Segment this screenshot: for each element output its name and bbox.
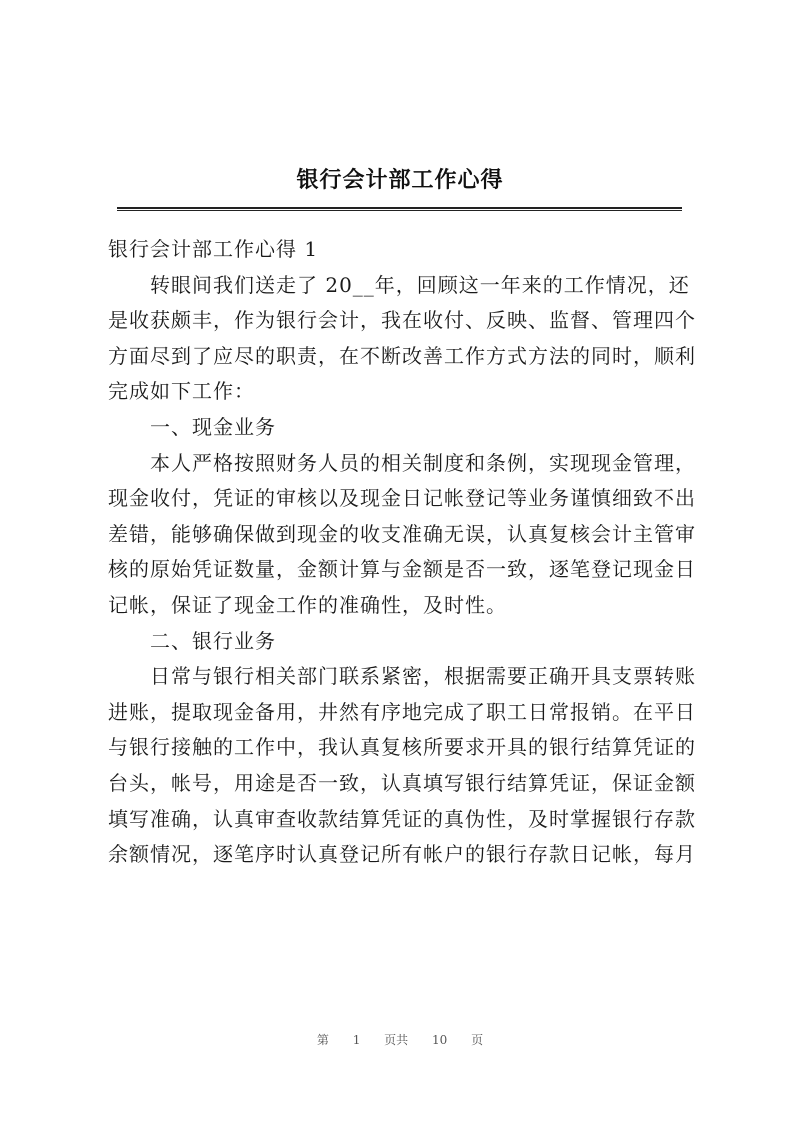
title-divider <box>117 207 682 211</box>
paragraph-line: 完成如下工作： <box>108 379 255 404</box>
paragraph-line: 本人严格按照财务人员的相关制度和条例，实现现金管理， <box>150 450 696 475</box>
document-body <box>108 232 708 873</box>
paragraph-line: 台头，帐号，用途是否一致，认真填写银行结算凭证，保证金额 <box>108 770 696 795</box>
page-label-prefix: 第 <box>316 1033 329 1047</box>
page-label-suffix: 页 <box>471 1033 484 1047</box>
paragraph-line: 记帐，保证了现金工作的准确性，及时性。 <box>108 592 507 617</box>
page-footer <box>0 1031 800 1048</box>
paragraph-line: 填写准确，认真审查收款结算凭证的真伪性，及时掌握银行存款 <box>108 806 696 831</box>
paragraph-line: 与银行接触的工作中，我认真复核所要求开具的银行结算凭证的 <box>108 735 696 760</box>
page-label-mid: 页共 <box>384 1033 409 1047</box>
total-pages-number: 10 <box>432 1033 448 1047</box>
paragraph-line: 核的原始凭证数量，金额计算与金额是否一致，逐笔登记现金日 <box>108 557 696 582</box>
paragraph-line: 日常与银行相关部门联系紧密，根据需要正确开具支票转账 <box>150 664 696 689</box>
paragraph-line: 进账，提取现金备用，井然有序地完成了职工日常报销。在平日 <box>108 699 696 724</box>
paragraph-line: 是收获颇丰，作为银行会计，我在收付、反映、监督、管理四个 <box>108 308 696 333</box>
subsection-heading-cash: 一、现金业务 <box>150 414 276 439</box>
section-heading: 银行会计部工作心得 1 <box>108 237 319 261</box>
paragraph-line: 差错，能够确保做到现金的收支准确无误，认真复核会计主管审 <box>108 521 696 546</box>
subsection-heading-bank: 二、银行业务 <box>150 628 276 653</box>
paragraph-line: 方面尽到了应尽的职责，在不断改善工作方式方法的同时，顺利 <box>108 343 696 368</box>
paragraph-line: 转眼间我们送走了 20__年，回顾这一年来的工作情况，还 <box>150 272 690 297</box>
page-title: 银行会计部工作心得 <box>296 167 504 193</box>
current-page-number: 1 <box>352 1033 361 1047</box>
paragraph-line: 余额情况，逐笔序时认真登记所有帐户的银行存款日记帐，每月 <box>108 842 696 867</box>
paragraph-line: 现金收付，凭证的审核以及现金日记帐登记等业务谨慎细致不出 <box>108 486 696 511</box>
